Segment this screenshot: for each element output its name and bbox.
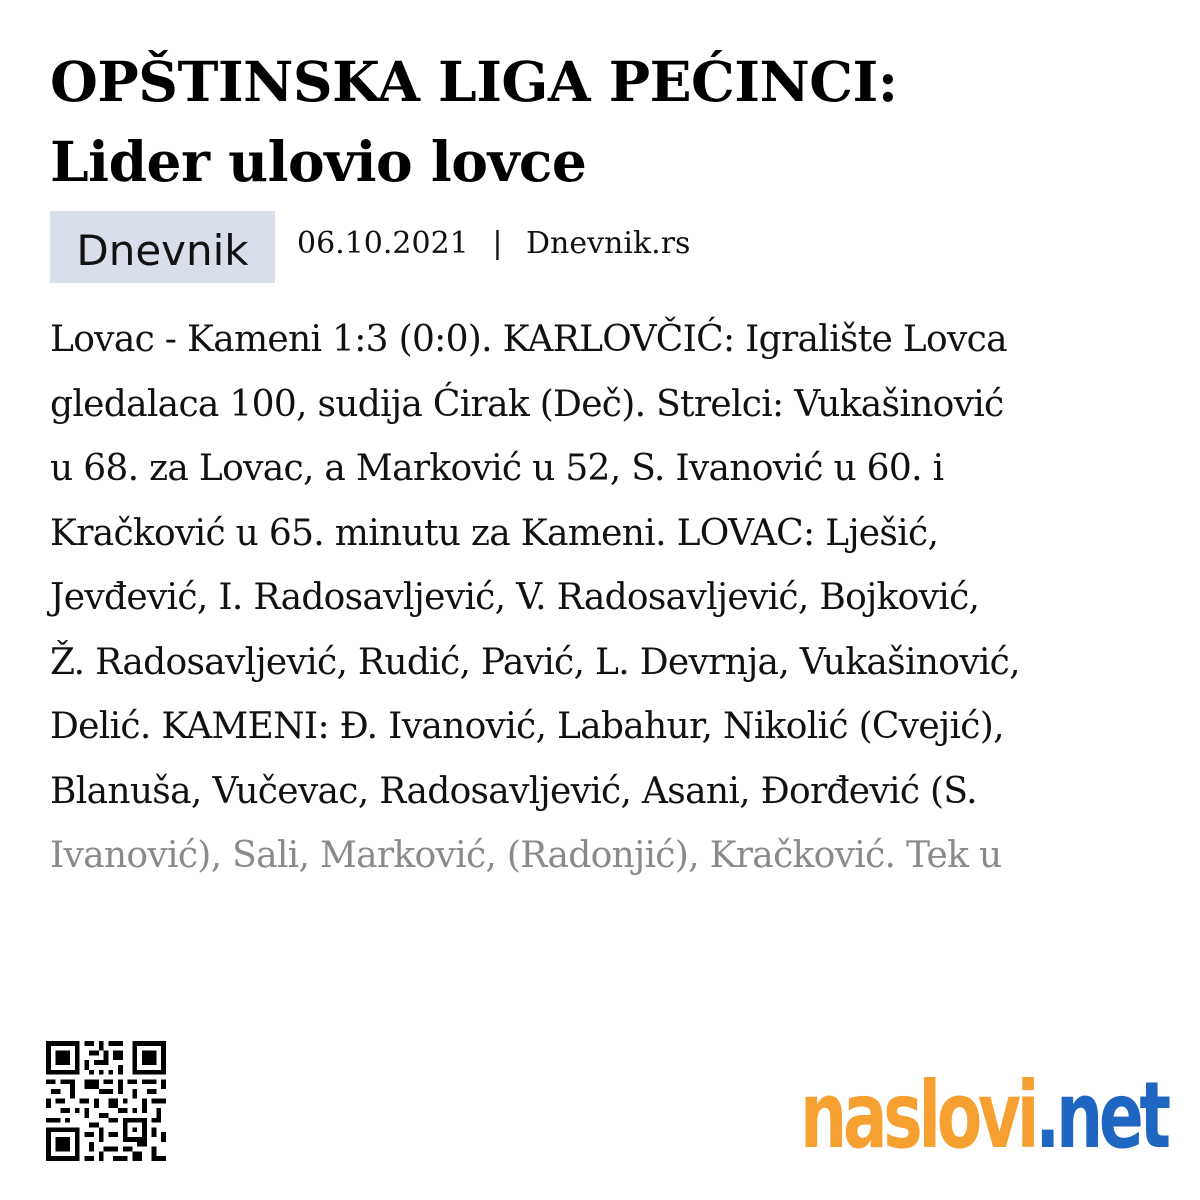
logo-dot: . [1035,1062,1056,1169]
body-line: Delić. KAMENI: Đ. Ivanović, Labahur, Nikolić (Cvejić), [50,706,1004,747]
publish-date: 06.10.2021 [297,226,469,261]
logo-naslovi: naslovi [800,1062,1036,1169]
body-line: Kračković u 65. minutu za Kameni. LOVAC: Lješić, [50,512,939,554]
body-line: gledalaca 100, sudija Ćirak (Deč). Strelci: Vukašinović [50,383,1004,425]
article-title [50,42,1150,202]
source-badge[interactable]: Dnevnik [50,211,275,283]
logo-net: net [1055,1062,1167,1169]
article-title-line-1: OPŠTINSKA LIGA PEĆINCI: [50,49,898,114]
naslovi-net-logo[interactable] [800,1062,1167,1169]
qr-code-icon[interactable] [46,1040,166,1162]
article-body [50,308,1150,889]
body-line: u 68. za Lovac, a Marković u 52, S. Ivanović u 60. i [50,448,944,489]
body-line-faded: Ivanović), Sali, Marković, (Radonjić), Kračković. Tek u [50,835,1002,876]
body-line: Blanuša, Vučevac, Radosavljević, Asani, Đorđević (S. [50,770,977,812]
body-line: Ž. Radosavljević, Rudić, Pavić, L. Devrnja, Vukašinović, [50,641,1020,683]
article-meta [50,211,690,283]
meta-info [297,226,690,261]
body-line: Jevđević, I. Radosavljević, V. Radosavljević, Bojković, [50,577,980,618]
body-line: Lovac - Kameni 1:3 (0:0). KARLOVČIĆ: Igralište Lovca [50,319,1007,360]
article-title-line-2: Lider ulovio lovce [50,129,587,194]
source-site[interactable]: Dnevnik.rs [525,226,691,261]
meta-separator: | [492,226,503,261]
